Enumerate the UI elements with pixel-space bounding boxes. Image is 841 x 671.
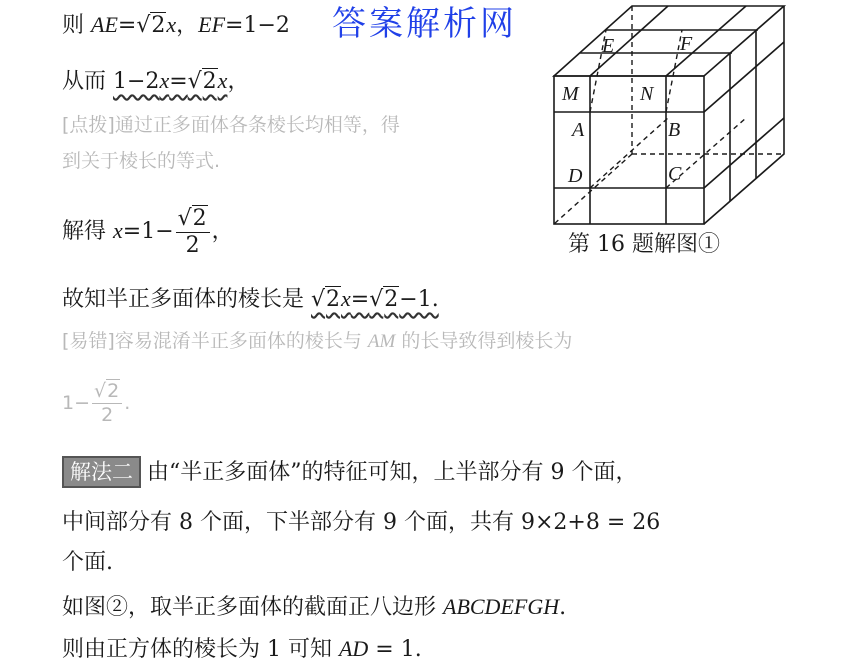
radicand: 2: [151, 13, 166, 38]
key-equation: 1−2x=√2x: [113, 68, 228, 94]
equals: =: [117, 13, 137, 38]
equation-line-3: [62, 196, 234, 267]
fraction: $\frac{√2}{2}$: [92, 382, 122, 425]
label-n: N: [640, 83, 654, 105]
octagon-name: ABCDEFGH: [443, 594, 560, 619]
var-x: x: [113, 218, 123, 243]
one-minus: =1−: [122, 219, 174, 244]
label-d: D: [568, 165, 583, 187]
cube-figure: [548, 4, 788, 228]
hint-tip-line-1: [点拨]通过正多面体各条棱长均相等，得: [62, 114, 400, 136]
label-b: B: [668, 119, 681, 141]
method-two-badge: 解法二: [62, 456, 141, 488]
figure-caption: 第 16 题解图①: [568, 232, 720, 257]
ad-line: 则由正方体的棱长为 1 可知 AD = 1.: [62, 636, 422, 662]
var-am: AM: [367, 331, 396, 352]
equation-line-1: 则 AE=√2x，EF=1−2: [62, 12, 290, 38]
method-two-line-1: 解法二 由“半正多面体”的特征可知，上半部分有 9 个面，: [62, 456, 637, 488]
fraction: $\frac{√2}{2}$: [176, 208, 210, 257]
var-ad: AD: [338, 636, 369, 661]
comma: ，: [211, 219, 234, 244]
ef-expression: =1−2: [225, 13, 290, 38]
mistake-tip-line-2: 1− $\frac{√2}{2}$ .: [62, 380, 131, 426]
equation-line-4: [62, 284, 439, 315]
text-congerr: 从而: [62, 69, 113, 94]
method-two-line-2: 中间部分有 8 个面，下半部分有 9 个面，共有 9×2+8 = 26: [62, 510, 661, 535]
edge-length: √2x=√2−1.: [311, 286, 439, 312]
text-jiede: 解得: [62, 219, 113, 244]
method-two-line-3: 个面.: [62, 550, 113, 575]
label-c: C: [668, 163, 682, 185]
section-line: 如图②，取半正多面体的截面正八边形 ABCDEFGH.: [62, 594, 567, 620]
var-ef: EF: [198, 12, 226, 37]
var-ae: AE: [91, 12, 118, 37]
mistake-tip-line-1: [易错]容易混淆半正多面体的棱长与 AM 的长导致得到棱长为: [62, 330, 573, 352]
label-a: A: [572, 119, 585, 141]
cube-top-face: [554, 6, 784, 76]
label-f: F: [680, 33, 693, 55]
hint-tip-line-2: 到关于棱长的等式.: [62, 150, 221, 172]
equation-line-2: [62, 66, 249, 97]
watermark: 答案解析网: [332, 4, 517, 44]
comma: ，: [176, 13, 199, 38]
comma: ，: [227, 69, 250, 94]
text-conclusion: 故知半正多面体的棱长是: [62, 287, 311, 312]
var-x: x: [166, 12, 177, 37]
label-m: M: [562, 83, 579, 105]
text-ze: 则: [62, 13, 91, 38]
cube-right-edge: [704, 6, 784, 224]
label-e: E: [602, 35, 615, 57]
